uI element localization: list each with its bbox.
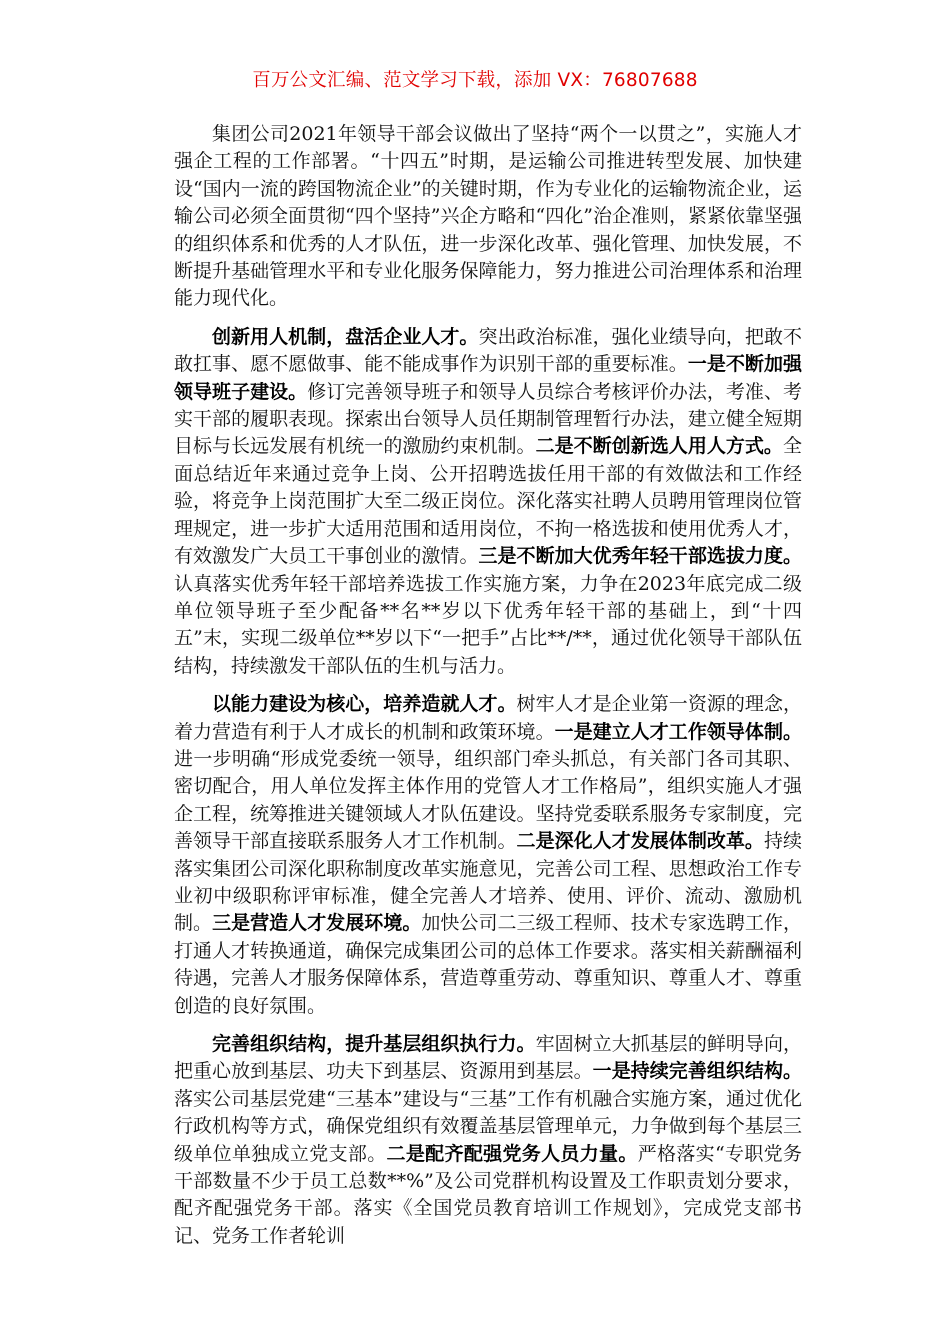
section-text: 牢固树立大抓基层的鲜明导向，把重心放到基层、功夫下到基层、资源用到基层。 — [174, 1033, 802, 1083]
section-heading: 以能力建设为核心，培养造就人才。 — [212, 693, 517, 716]
point-text: 严格落实“专职党务干部数量不少于员工总数**%”及公司党群机构设置及工作职责划分要求，配齐配强党务干部。落实《全国党员教育培训工作规划》，完成党支部书记、党务工作者轮训 — [174, 1142, 802, 1247]
point-text: 进一步明确“形成党委统一领导，组织部门牵头抓总，有关部门各司其职、密切配合，用人单位发挥主体作用的党管人才工作格局”，组织实施人才强企工程，统筹推进关键领域人才队伍建设。坚持党委联系服务专家制度，完善领导干部直接联系服务人才工作机制。 — [174, 747, 802, 853]
intro-paragraph — [174, 121, 802, 313]
section-text: 突出政治标准，强化业绩导向，把敢不敢扛事、愿不愿做事、能不能成事作为识别干部的重要标准。 — [174, 325, 802, 376]
point-text: 修订完善领导班子和领导人员综合考核评价办法，考准、考实干部的履职表现。探索出台领导人员任期制管理暂行办法，建立健全短期目标与长远发展有机统一的激励约束机制。 — [174, 380, 802, 458]
point-heading: 二是不断创新选人用人方式。 — [535, 435, 783, 458]
section-heading: 创新用人机制，盘活企业人才。 — [212, 325, 479, 348]
point-text: 全面总结近年来通过竞争上岗、公开招聘选拔任用干部的有效做法和工作经验，将竞争上岗范围扩大至二级正岗位。深化落实社聘人员聘用管理岗位管理规定，进一步扩大适用范围和适用岗位，不拘一格选拔和使用优秀人才，有效激发广大员工干事创业的激情。 — [174, 435, 802, 568]
point-heading: 三是不断加大优秀年轻干部选拔力度。 — [478, 545, 802, 568]
point-text: 持续落实集团公司深化职称制度改革实施意见，完善公司工程、思想政治工作专业初中级职称评审标准，健全完善人才培养、使用、评价、流动、激励机制。 — [174, 830, 802, 935]
promo-banner: 百万公文汇编、范文学习下载，添加 VX：76807688 — [252, 70, 698, 91]
point-heading: 二是配齐配强党务人员力量。 — [386, 1142, 638, 1165]
point-text: 认真落实优秀年轻干部培养选拔工作实施方案，力争在2023年底完成二级单位领导班子至少配备**名**岁以下优秀年轻干部的基础上，到“十四五”末，实现二级单位**岁以下“一把手”占比**/**，通过优化领导干部队伍结构，持续激发干部队伍的生机与活力。 — [174, 572, 802, 677]
document-body — [174, 121, 802, 1261]
point-heading: 一是持续完善组织结构。 — [592, 1060, 802, 1083]
point-heading: 一是建立人才工作领导体制。 — [554, 720, 802, 743]
point-heading: 三是营造人才发展环境。 — [212, 912, 422, 935]
section-talent-mechanism — [174, 324, 802, 680]
point-heading: 二是深化人才发展体制改革。 — [516, 830, 764, 853]
intro-text: 集团公司2021年领导干部会议做出了坚持“两个一以贯之”，实施人才强企工程的工作部署。“十四五”时期，是运输公司推进转型发展、加快建设“国内一流的跨国物流企业”的关键时期，作为专业化的运输物流企业，运输公司必须全面贯彻“四个坚持”兴企方略和“四化”治企准则，紧紧依靠坚强的组织体系和优秀的人才队伍，进一步深化改革、强化管理、加快发展，不断提升基础管理水平和专业化服务保障能力，努力推进公司治理体系和治理能力现代化。 — [174, 123, 802, 310]
section-text: 树牢人才是企业第一资源的理念，着力营造有利于人才成长的机制和政策环境。 — [174, 693, 802, 743]
point-heading: 一是不断加强领导班子建设。 — [174, 353, 802, 403]
section-capability-building — [174, 691, 802, 1020]
point-text: 落实公司基层党建“三基本”建设与“三基”工作有机融合实施方案，通过优化行政机构等方式，确保党组织有效覆盖基层管理单元，力争做到每个基层三级单位单独成立党支部。 — [174, 1087, 802, 1165]
section-heading: 完善组织结构，提升基层组织执行力。 — [212, 1033, 536, 1055]
point-text: 加快公司二三级工程师、技术专家选聘工作，打通人才转换通道，确保完成集团公司的总体工作要求。落实相关薪酬福利待遇，完善人才服务保障体系，营造尊重劳动、尊重知识、尊重人才、尊重创造的良好氛围。 — [174, 912, 802, 1017]
section-organization-structure — [174, 1031, 802, 1250]
